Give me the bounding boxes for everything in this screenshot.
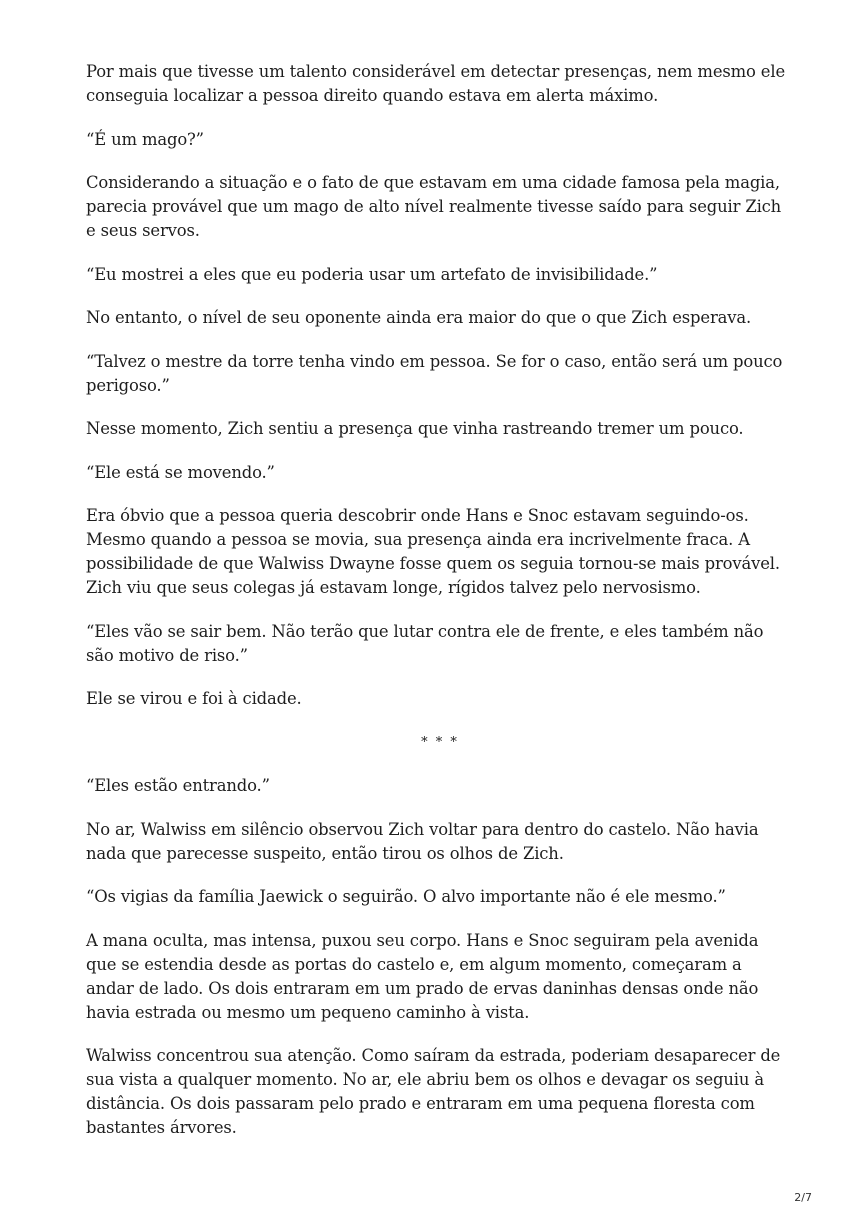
scene-separator: * * * xyxy=(421,734,459,750)
paragraph: “Os vigias da família Jaewick o seguirão. O alvo importante não é ele mesmo.” xyxy=(86,887,726,906)
paragraph: “Eles vão se sair bem. Não terão que lutar contra ele de frente, e eles também não são motivo de riso.” xyxy=(86,621,764,665)
paragraph: No ar, Walwiss em silêncio observou Zich voltar para dentro do castelo. Não havia nada que parecesse suspeito, então tirou os olhos de Zich. xyxy=(86,819,759,863)
paragraph: “É um mago?” xyxy=(86,129,204,149)
paragraph: Por mais que tivesse um talento considerável em detectar presenças, nem mesmo ele conseguia localizar a pessoa direito quando estava em alerta máximo. xyxy=(86,62,786,105)
paragraph: “Talvez o mestre da torre tenha vindo em pessoa. Se for o caso, então será um pouco perigoso.” xyxy=(86,351,783,395)
page-number: 2/7 xyxy=(794,1191,812,1204)
paragraph: Nesse momento, Zich sentiu a presença que vinha rastreando tremer um pouco. xyxy=(86,419,744,438)
paragraph: Considerando a situação e o fato de que estavam em uma cidade famosa pela magia, parecia provável que um mago de alto nível realmente tivesse saído para seguir Zich e seus servos. xyxy=(86,173,782,240)
paragraph: Era óbvio que a pessoa queria descobrir onde Hans e Snoc estavam seguindo-os. Mesmo quando a pessoa se movia, sua presença ainda era incrivelmente fraca. A possibilidade de que Walwiss Dwayne fosse quem os seguia tornou-se mais provável. Zich viu que seus colegas já estavam longe, rígidos talvez pelo nervosismo. xyxy=(86,506,780,597)
paragraph: “Eles estão entrando.” xyxy=(86,776,270,795)
paragraph: No entanto, o nível de seu oponente ainda era maior do que o que Zich esperava. xyxy=(86,308,752,327)
paragraph: “Eu mostrei a eles que eu poderia usar um artefato de invisibilidade.” xyxy=(86,264,658,284)
paragraph: Walwiss concentrou sua atenção. Como saíram da estrada, poderiam desaparecer de sua vista a qualquer momento. No ar, ele abriu bem os olhos e devagar os seguiu à distância. Os dois passaram pelo prado e entraram em uma pequena floresta com bastantes árvores. xyxy=(86,1046,781,1137)
paragraph: “Ele está se movendo.” xyxy=(86,462,275,482)
paragraph: A mana oculta, mas intensa, puxou seu corpo. Hans e Snoc seguiram pela avenida que se estendia desde as portas do castelo e, em algum momento, começaram a andar de lado. Os dois entraram em um prado de ervas daninhas densas onde não havia estrada ou mesmo um pequeno caminho à vista. xyxy=(86,930,759,1022)
document-body xyxy=(86,60,786,1160)
paragraph: Ele se virou e foi à cidade. xyxy=(86,689,302,708)
